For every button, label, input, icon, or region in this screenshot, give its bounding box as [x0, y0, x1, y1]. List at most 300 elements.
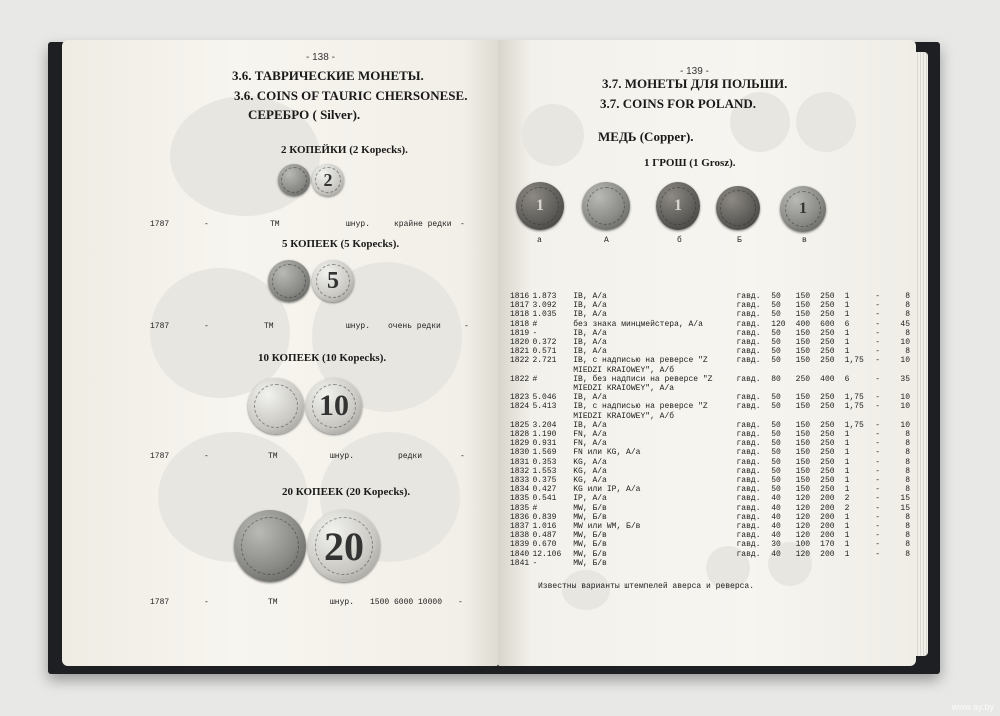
table-cell: 150 — [795, 310, 811, 320]
table-cell: 250 — [820, 466, 835, 476]
table-cell: IB, А/а — [573, 292, 607, 301]
table-cell: 1822 — [510, 374, 530, 384]
table-cell: 0.839 — [532, 512, 557, 522]
table-cell: - — [875, 310, 881, 320]
table-cell: 0.571 — [532, 347, 557, 357]
table-cell: 1818 — [510, 319, 530, 329]
table-cell: 1 — [844, 301, 850, 311]
coin-caption: Б — [737, 236, 742, 245]
table-cell: - — [532, 328, 538, 338]
table-cell: 1 — [844, 540, 850, 550]
table-cell — [796, 559, 820, 568]
table-cell: 250 — [820, 448, 835, 458]
table-cell: - — [875, 430, 881, 440]
denomination-heading: 2 КОПЕЙКИ (2 Kopecks). — [281, 144, 408, 156]
table-cell: IP, А/а — [573, 494, 607, 504]
table-cell: 8 — [905, 301, 910, 311]
table-cell: - — [875, 420, 881, 430]
table-cell: IB, А/а — [573, 420, 607, 430]
table-cell: 120 — [795, 549, 811, 559]
table-cell: 0.372 — [532, 338, 557, 348]
table-cell: 1 — [844, 549, 850, 559]
right-page — [498, 40, 916, 666]
table-cell: 50 — [771, 338, 781, 348]
page-number: - 138 - — [306, 52, 335, 63]
table-cell: 45 — [900, 319, 910, 329]
table-cell: - — [875, 338, 881, 348]
table-cell: 0.375 — [532, 476, 557, 486]
table-cell: - — [875, 439, 881, 449]
table-cell: 1 — [844, 466, 850, 476]
table-cell: 150 — [795, 430, 811, 440]
table-cell: 2 — [844, 503, 850, 513]
table-cell: MW, Б/в — [573, 503, 607, 513]
table-cell — [875, 559, 889, 568]
table-cell: 10 — [900, 356, 910, 366]
table-cell: 8 — [905, 310, 910, 320]
table-cell: MW, Б/в — [573, 531, 607, 541]
table-cell: гавд. — [736, 540, 761, 550]
coin-caption: в — [802, 236, 807, 245]
table-cell: 150 — [795, 292, 811, 301]
table-cell: 1821 — [510, 347, 530, 357]
table-cell: 50 — [771, 448, 781, 458]
table-cell: гавд. — [736, 347, 761, 357]
table-cell: - — [875, 522, 881, 532]
table-cell: IB, с надписью на реверсе "Z MIEDZI KRAIOWEY", А/б — [573, 356, 708, 375]
table-row — [510, 522, 910, 531]
watermark: www.ay.by — [951, 702, 994, 712]
table-cell: 150 — [795, 457, 811, 467]
table-cell: - — [875, 531, 881, 541]
table-cell: 50 — [771, 457, 781, 467]
table-cell: гавд. — [736, 402, 761, 412]
table-cell: 250 — [820, 328, 835, 338]
table-cell: 0.541 — [532, 494, 557, 504]
table-cell: гавд. — [736, 439, 761, 449]
table-cell: 8 — [905, 439, 910, 449]
table-cell: - — [875, 466, 881, 476]
section-title-en: 3.6. COINS OF TAURIC CHERSONESE. — [234, 88, 468, 103]
table-cell: 1822 — [510, 356, 530, 366]
table-cell: 1831 — [510, 457, 530, 467]
table-row — [510, 301, 910, 310]
table-cell: - — [875, 448, 881, 458]
table-cell: - — [875, 485, 881, 495]
coin-variant-eagle-b — [716, 186, 760, 230]
coin-reverse: 10 — [306, 378, 362, 434]
table-cell: IB, А/а — [573, 338, 607, 348]
table-cell: 120 — [795, 512, 811, 522]
table-cell: 1818 — [510, 310, 530, 320]
table-cell: IB, без надписи на реверсе "Z MIEDZI KRAIOWEY", А/а — [573, 374, 713, 394]
table-cell: 150 — [795, 439, 811, 449]
table-cell: гавд. — [736, 531, 761, 541]
table-cell: 8 — [905, 522, 910, 532]
table-cell: 50 — [771, 356, 781, 366]
table-cell: 200 — [820, 503, 835, 513]
table-cell: 250 — [820, 347, 835, 357]
table-cell: 250 — [795, 374, 811, 384]
table-cell: 1839 — [510, 540, 530, 550]
table-cell: 3.204 — [532, 420, 557, 430]
table-cell: - — [875, 549, 881, 559]
table-cell: 8 — [905, 540, 910, 550]
table-cell: 1.035 — [532, 310, 557, 320]
table-cell: 1 — [844, 476, 850, 486]
table-cell: 1 — [844, 310, 850, 320]
table-cell: 200 — [820, 522, 835, 532]
table-cell: гавд. — [736, 301, 761, 311]
table-cell: гавд. — [736, 503, 761, 513]
table-cell: 1 — [844, 531, 850, 541]
table-cell: 8 — [905, 512, 910, 522]
left-page — [62, 40, 498, 666]
table-cell: 250 — [820, 439, 835, 449]
table-cell: гавд. — [736, 448, 761, 458]
table-cell: 250 — [820, 476, 835, 486]
table-row — [510, 550, 910, 559]
table-cell: IB, с надписью на реверсе "Z MIEDZI KRAIOWEY", А/б — [573, 402, 708, 421]
table-cell: 1 — [844, 512, 850, 522]
coin-variant-v: 1 — [780, 186, 826, 232]
table-cell: 15 — [900, 503, 910, 513]
table-cell: гавд. — [736, 457, 761, 467]
table-cell: - — [875, 512, 881, 522]
table-cell: MW, Б/в — [573, 540, 607, 550]
table-cell: 150 — [795, 393, 811, 403]
table-cell: 6 — [844, 319, 850, 329]
table-cell: FN или KG, А/а — [573, 448, 641, 458]
table-cell: 30 — [771, 540, 781, 550]
table-cell: гавд. — [736, 374, 761, 384]
table-cell: 1835 — [510, 494, 530, 504]
table-cell: 150 — [795, 338, 811, 348]
table-cell — [890, 559, 910, 568]
coin-variant-b: 1 — [656, 182, 700, 230]
table-cell: 200 — [820, 512, 835, 522]
table-row — [510, 504, 910, 513]
table-cell: 2 — [844, 494, 850, 504]
table-cell: MW, Б/в — [573, 512, 607, 522]
coin-caption: а — [537, 236, 542, 245]
table-cell: 120 — [795, 531, 811, 541]
coin-obverse — [248, 378, 304, 434]
table-cell: 10 — [900, 393, 910, 403]
table-cell: 1841 — [510, 558, 530, 568]
table-cell: KG или IP, А/а — [573, 485, 641, 495]
table-row — [510, 494, 910, 503]
table-cell: 40 — [771, 503, 781, 513]
table-cell: гавд. — [736, 430, 761, 440]
table-cell: 150 — [795, 402, 811, 412]
table-cell: 8 — [905, 448, 910, 458]
table-cell — [820, 559, 844, 568]
table-cell: 35 — [900, 374, 910, 384]
ghost-coin-shadow — [522, 104, 584, 166]
table-cell: 50 — [771, 420, 781, 430]
footnote: Известны варианты штемпелей аверса и реверса. — [538, 582, 755, 591]
table-cell: 0.487 — [532, 531, 557, 541]
table-cell: 250 — [820, 393, 835, 403]
table-cell: 1817 — [510, 301, 530, 311]
table-cell: 50 — [771, 466, 781, 476]
table-cell: 1.553 — [532, 466, 557, 476]
table-cell: 50 — [771, 485, 781, 495]
table-cell: IB, А/а — [573, 347, 607, 357]
table-cell: - — [532, 558, 538, 568]
table-row — [510, 292, 910, 301]
table-cell: 600 — [820, 319, 835, 329]
table-cell: 250 — [820, 457, 835, 467]
table-cell: 1.190 — [532, 430, 557, 440]
coin-reverse: 20 — [308, 510, 380, 582]
table-row — [510, 320, 910, 329]
table-cell: IB, А/а — [573, 301, 607, 311]
table-cell: 200 — [820, 531, 835, 541]
table-cell: 1,75 — [844, 420, 864, 430]
table-cell: - — [875, 402, 881, 412]
table-cell: 6 — [844, 374, 850, 384]
table-cell: # — [532, 319, 538, 329]
table-cell: 1.569 — [532, 448, 557, 458]
table-cell: 120 — [795, 503, 811, 513]
catalog-row: 1787 - ТМ шнур. очень редки - — [150, 322, 469, 331]
table-cell: 5.413 — [532, 402, 557, 412]
section-title-ru: 3.6. ТАВРИЧЕСКИЕ МОНЕТЫ. — [232, 68, 424, 83]
table-cell: - — [875, 356, 881, 366]
table-cell: 1 — [844, 485, 850, 495]
coin-reverse: 2 — [312, 164, 344, 196]
denomination-heading: 10 КОПЕЕК (10 Kopecks). — [258, 352, 387, 364]
table-cell: - — [875, 540, 881, 550]
table-cell: 8 — [905, 430, 910, 440]
table-cell: 40 — [771, 512, 781, 522]
table-cell: 1 — [844, 292, 850, 301]
table-cell: 50 — [771, 430, 781, 440]
table-cell: FN, А/а — [573, 430, 607, 440]
table-cell: 100 — [795, 540, 811, 550]
table-cell: 120 — [795, 522, 811, 532]
table-cell: 8 — [905, 485, 910, 495]
table-cell: - — [875, 292, 881, 301]
table-cell: # — [532, 374, 538, 384]
table-cell: 120 — [771, 319, 786, 329]
table-cell: 50 — [771, 328, 781, 338]
table-cell: 12.106 — [532, 549, 562, 559]
table-cell: 1,75 — [844, 402, 864, 412]
table-row — [510, 310, 910, 319]
table-cell: гавд. — [736, 522, 761, 532]
table-cell: гавд. — [736, 319, 761, 329]
mintage-table — [510, 292, 910, 568]
table-cell: гавд. — [736, 466, 761, 476]
table-cell: # — [532, 503, 538, 513]
table-row — [510, 513, 910, 522]
section-title-ru: 3.7. МОНЕТЫ ДЛЯ ПОЛЬШИ. — [602, 76, 788, 91]
table-cell: - — [875, 503, 881, 513]
table-cell: 1 — [844, 347, 850, 357]
table-cell: 0.427 — [532, 485, 557, 495]
table-cell: гавд. — [736, 420, 761, 430]
table-cell: 40 — [771, 522, 781, 532]
table-row — [510, 329, 910, 338]
table-cell: 10 — [900, 338, 910, 348]
table-cell: 10 — [900, 402, 910, 412]
table-cell: гавд. — [736, 310, 761, 320]
table-cell: гавд. — [736, 338, 761, 348]
table-cell: 50 — [771, 292, 781, 301]
table-cell: 1820 — [510, 338, 530, 348]
table-cell: 120 — [795, 494, 811, 504]
table-cell: - — [875, 328, 881, 338]
table-cell: 1833 — [510, 476, 530, 486]
table-cell: гавд. — [736, 393, 761, 403]
table-cell: 8 — [905, 457, 910, 467]
coin-variant-a: 1 — [516, 182, 564, 230]
table-cell: MW, Б/в — [573, 549, 607, 559]
coin-obverse — [234, 510, 306, 582]
table-cell: 50 — [771, 476, 781, 486]
table-cell: - — [875, 319, 881, 329]
table-cell: 8 — [905, 292, 910, 301]
table-cell: 1838 — [510, 531, 530, 541]
table-cell: - — [875, 347, 881, 357]
coin-obverse — [278, 164, 310, 196]
table-cell: гавд. — [736, 485, 761, 495]
table-cell: 1 — [844, 457, 850, 467]
table-cell: 250 — [820, 356, 835, 366]
table-cell: 5.046 — [532, 393, 557, 403]
table-row — [510, 356, 910, 374]
table-cell: 3.092 — [532, 301, 557, 311]
table-cell: 1 — [844, 430, 850, 440]
table-cell: 1.873 — [532, 292, 557, 301]
table-cell: гавд. — [736, 549, 761, 559]
table-cell — [771, 559, 795, 568]
table-cell: 1840 — [510, 549, 530, 559]
table-cell: FN, А/а — [573, 439, 607, 449]
table-cell: KG, А/а — [573, 466, 607, 476]
table-cell: 8 — [905, 466, 910, 476]
table-cell: 1 — [844, 338, 850, 348]
table-cell: 0.931 — [532, 439, 557, 449]
table-row — [510, 476, 910, 485]
table-cell: гавд. — [736, 494, 761, 504]
table-cell: 1 — [844, 328, 850, 338]
table-cell: 50 — [771, 301, 781, 311]
table-cell: 40 — [771, 549, 781, 559]
table-cell: 1824 — [510, 402, 530, 412]
table-cell: 1832 — [510, 466, 530, 476]
table-cell: 150 — [795, 301, 811, 311]
table-cell: 1819 — [510, 328, 530, 338]
table-cell: 1835 — [510, 503, 530, 513]
table-row — [510, 439, 910, 448]
table-cell: 40 — [771, 531, 781, 541]
catalog-row: 1787 - ТМ шнур. 1500 6000 10000 - — [150, 598, 463, 607]
table-cell: 150 — [795, 485, 811, 495]
table-cell: 150 — [795, 420, 811, 430]
table-cell: 250 — [820, 485, 835, 495]
table-cell: гавд. — [736, 328, 761, 338]
table-cell: - — [875, 494, 881, 504]
table-row — [510, 458, 910, 467]
table-cell: 150 — [795, 466, 811, 476]
table-cell: 170 — [820, 540, 835, 550]
table-cell: 1836 — [510, 512, 530, 522]
table-cell: 1,75 — [844, 356, 864, 366]
table-cell: гавд. — [736, 292, 761, 301]
table-row — [510, 448, 910, 457]
table-row — [510, 559, 910, 568]
table-cell: 150 — [795, 356, 811, 366]
coin-reverse: 5 — [312, 260, 354, 302]
table-row — [510, 347, 910, 356]
table-cell: гавд. — [736, 356, 761, 366]
coin-caption: б — [677, 236, 682, 245]
table-cell: 50 — [771, 393, 781, 403]
table-row — [510, 375, 910, 393]
table-cell: без знака минцмейстера, А/а — [573, 319, 703, 329]
table-row — [510, 485, 910, 494]
table-cell: 1834 — [510, 485, 530, 495]
table-cell: 8 — [905, 328, 910, 338]
table-cell: 50 — [771, 347, 781, 357]
catalog-row: 1787 - ТМ шнур. крайне редки - — [150, 220, 465, 229]
coin-variant-eagle — [582, 182, 630, 230]
table-cell: 400 — [795, 319, 811, 329]
coin-obverse — [268, 260, 310, 302]
table-cell: 1 — [844, 439, 850, 449]
table-cell: 250 — [820, 338, 835, 348]
table-cell: 1828 — [510, 430, 530, 440]
coin-caption: А — [604, 236, 609, 245]
table-cell: 40 — [771, 494, 781, 504]
denomination-heading: 5 КОПЕЕК (5 Kopecks). — [282, 238, 400, 250]
table-cell: - — [875, 476, 881, 486]
table-cell: гавд. — [736, 512, 761, 522]
table-cell: MW или WM, Б/в — [573, 522, 641, 532]
table-cell: 1 — [844, 448, 850, 458]
table-cell: 200 — [820, 549, 835, 559]
table-cell: 1 — [844, 522, 850, 532]
table-cell: IB, А/а — [573, 310, 607, 320]
table-row — [510, 540, 910, 549]
table-row — [510, 467, 910, 476]
metal-label: СЕРЕБРО ( Silver). — [248, 107, 361, 122]
table-row — [510, 531, 910, 540]
table-cell: 200 — [820, 494, 835, 504]
table-cell: 150 — [795, 328, 811, 338]
table-cell: 250 — [820, 402, 835, 412]
table-cell: 8 — [905, 476, 910, 486]
table-cell: IB, А/а — [573, 393, 607, 403]
table-cell: 250 — [820, 301, 835, 311]
section-title-en: 3.7. COINS FOR POLAND. — [600, 96, 757, 111]
table-cell: - — [875, 393, 881, 403]
table-cell: 1.016 — [532, 522, 557, 532]
table-cell: 0.353 — [532, 457, 557, 467]
table-cell: KG, А/а — [573, 476, 607, 486]
table-cell — [845, 559, 876, 568]
table-cell: - — [875, 457, 881, 467]
denomination-heading: 20 КОПЕЕК (20 Kopecks). — [282, 486, 411, 498]
table-cell: 15 — [900, 494, 910, 504]
table-cell: 1825 — [510, 420, 530, 430]
page-number: - 139 - — [680, 66, 709, 77]
table-cell: 1816 — [510, 292, 530, 301]
